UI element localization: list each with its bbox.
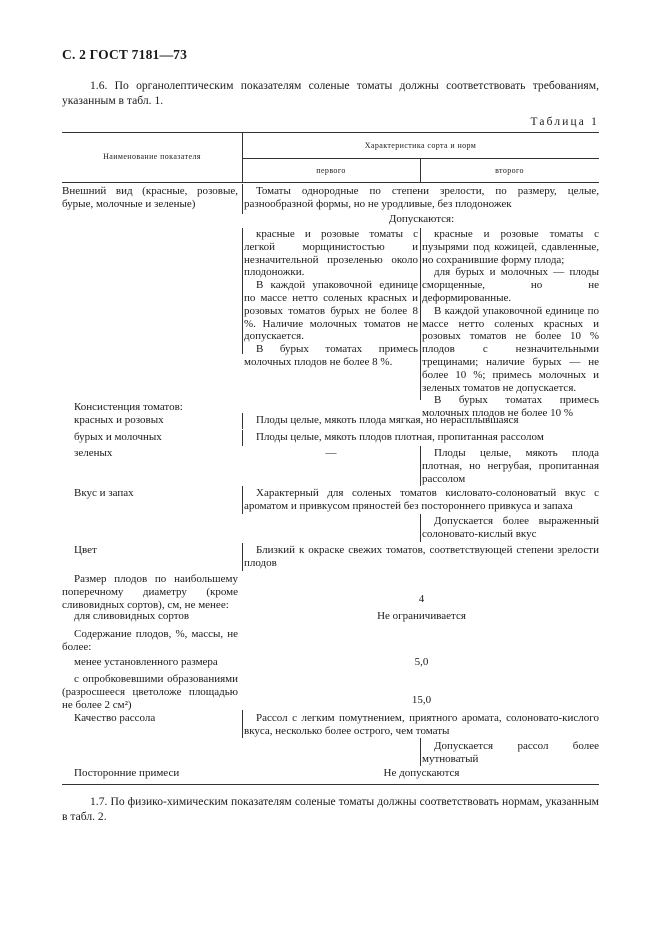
bracket-taste [242, 486, 243, 514]
row-taste-label: Вкус и запах [74, 487, 134, 499]
appearance-first-p3: В бурых томатах примесь молочных плодов не более 8 %. [244, 343, 418, 368]
row-consistency-green-first: — [325, 447, 337, 459]
appearance-first-p1: красные и розовые томаты с легкой морщинистостью и незначительной прозеленью около плодоножки. [244, 228, 418, 279]
th-second: второго [495, 166, 524, 175]
bracket-color [242, 543, 243, 571]
th-first: первого [316, 166, 346, 175]
row-brine-label: Качество рассола [74, 712, 156, 724]
th-characteristic: Характеристика сорта и норм [364, 141, 477, 150]
row-size-plum-label: для сливовидных сортов [74, 610, 190, 622]
bracket-brine-second [420, 738, 421, 766]
appearance-second-p4: В бурых томатах примесь молочных плодов не более 10 % [422, 394, 599, 420]
row-color-label: Цвет [74, 544, 97, 556]
bracket-consistency-green [420, 446, 421, 486]
appearance-first-p2: В каждой упаковочной единице по массе нетто соленых красных и розовых томатов бурых не более 8 %. Наличие молочных томатов не допускается. [244, 279, 418, 343]
paragraph-1-7: 1.7. По физико-химическим показателям соленые томаты должны соответствовать нормам, указанным в табл. 2. [62, 795, 599, 823]
row-consistency-red-label: красных и розовых [74, 414, 164, 426]
row-consistency-label: Консистенция томатов: [74, 401, 183, 413]
row-appearance-second [422, 228, 599, 420]
th-indicator: Наименование показателя [103, 152, 201, 161]
table-header-bottom-rule [62, 182, 599, 183]
bracket-appearance-common [242, 184, 243, 214]
row-consistency-green-second: Плоды целые, мякоть плода плотная, но негрубая, пропитанная рассолом [422, 447, 599, 485]
row-brine-second: Допускается рассол более мутноватый [422, 740, 599, 765]
row-color-common: Близкий к окраске свежих томатов, соответствующей степени зрелости плодов [244, 544, 599, 569]
row-taste-second: Допускается более выраженный солоновато-кислый вкус [422, 515, 599, 540]
table-caption: Таблица 1 [530, 116, 599, 128]
row-appearance-common: Томаты однородные по степени зрелости, по размеру, целые, разнообразной формы, но не уродливые, без плодоножек [244, 185, 599, 210]
appearance-second-p2: для бурых и молочных — плоды сморщенные, но не деформированные. [422, 266, 599, 304]
bracket-appearance-second [420, 228, 421, 400]
table-top-rule [62, 132, 599, 133]
row-impurities-label: Посторонние примеси [74, 767, 180, 779]
paragraph-1-6: 1.6. По органолептическим показателям соленые томаты должны соответствовать требованиям, указанным в табл. 1. [62, 79, 599, 107]
row-appearance-first [244, 228, 418, 369]
row-consistency-brown-label: бурых и молочных [74, 431, 162, 443]
page-header: С. 2 ГОСТ 7181—73 [62, 47, 188, 62]
appearance-second-p1: красные и розовые томаты с пузырями под кожицей, сдавленные, но сохранившие форму плода; [422, 228, 599, 266]
row-consistency-brown-value: Плоды целые, мякоть плодов плотная, пропитанная рассолом [256, 431, 544, 443]
row-content-under-value: 5,0 [414, 656, 429, 668]
row-appearance-label: Внешний вид (красные, розовые, бурые, молочные и зеленые) [62, 185, 238, 210]
row-size-label: Размер плодов по наибольшему поперечному диаметру (кроме сливовидных сортов), см, не менее: [62, 573, 238, 611]
row-content-under-label: менее установленного размера [74, 656, 218, 668]
row-taste-common: Характерный для соленых томатов кисловато-солоноватый вкус с ароматом и привкусом пряностей без постороннего привкуса и запаха [244, 487, 599, 512]
row-appearance-allowed: Допускаются: [388, 213, 455, 225]
table-bottom-rule [62, 784, 599, 785]
bracket-appearance-first [242, 228, 243, 354]
bracket-brine [242, 710, 243, 738]
row-content-cork-label: с опробковевшими образованиями (разросшееся цветоложе площадью не более 2 см²) [62, 673, 238, 711]
row-consistency-green-label: зеленых [74, 447, 113, 459]
row-content-cork-value: 15,0 [411, 694, 432, 706]
appearance-second-p3: В каждой упаковочной единице по массе нетто соленых красных и розовых томатов не более 10 % плодов с незначительными трещинами; наличие бурых — не более 10 %; примесь молочных и зеленых томатов не допускается. [422, 304, 599, 394]
row-size-value: 4 [418, 593, 425, 605]
bracket-consistency-brown [242, 430, 243, 446]
bracket-consistency-red [242, 413, 243, 429]
row-content-label: Содержание плодов, %, массы, не более: [62, 628, 238, 653]
row-brine-common: Рассол с легким помутнением, приятного аромата, солоновато-кислого вкуса, несколько более острого, чем томаты [244, 712, 599, 737]
row-impurities-value: Не допускаются [383, 767, 460, 779]
bracket-taste-second [420, 514, 421, 542]
row-size-plum-value: Не ограничивается [377, 610, 466, 622]
row-consistency-red-value: Плоды целые, мякоть плода мягкая, но нерасплывшаяся [256, 414, 519, 426]
